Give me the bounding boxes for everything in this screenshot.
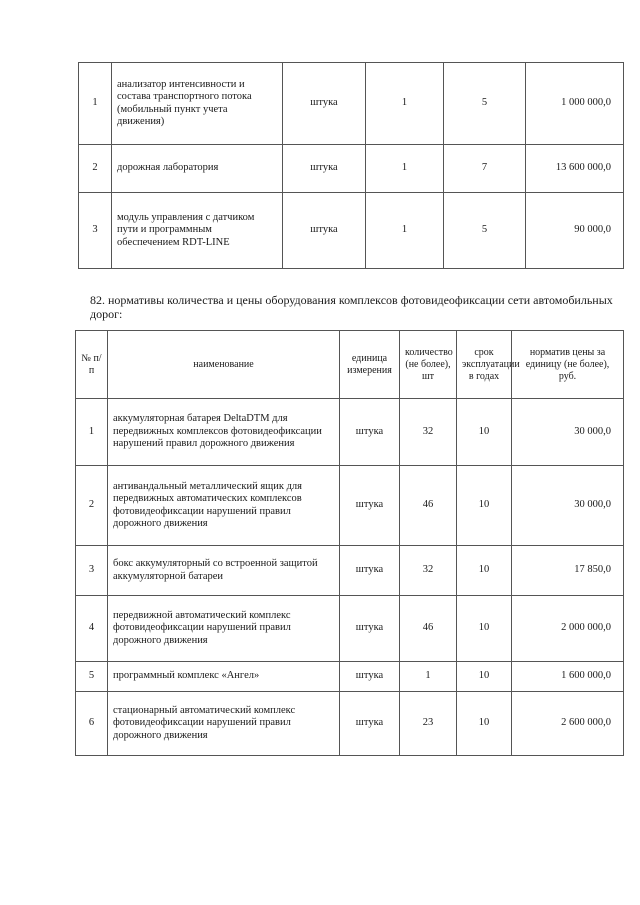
- term-cell: 7: [444, 145, 526, 193]
- equipment-table-continued: [78, 62, 624, 269]
- quantity-cell: 1: [366, 193, 444, 269]
- price-cell: 1 600 000,0: [512, 662, 624, 692]
- term-cell: 10: [457, 692, 512, 756]
- unit-cell: штука: [340, 466, 400, 546]
- row-number: 3: [79, 193, 112, 269]
- table-row: [76, 546, 624, 596]
- price-cell: 13 600 000,0: [526, 145, 624, 193]
- header-unit: единица измерения: [340, 331, 400, 399]
- quantity-cell: 23: [400, 692, 457, 756]
- item-name: передвижной автоматический комплекс фотовидеофиксации нарушений правил дорожного движения: [108, 596, 340, 662]
- item-name: аккумуляторная батарея DeltaDTM для передвижных комплексов фотовидеофиксации нарушений правил дорожного движения: [108, 399, 340, 466]
- quantity-cell: 32: [400, 399, 457, 466]
- row-number: 1: [76, 399, 108, 466]
- term-cell: 5: [444, 63, 526, 145]
- row-number: 5: [76, 662, 108, 692]
- header-num: № п/п: [76, 331, 108, 399]
- table-row: [76, 596, 624, 662]
- item-name: модуль управления с датчиком пути и программным обеспечением RDT-LINE: [112, 193, 283, 269]
- quantity-cell: 1: [366, 145, 444, 193]
- quantity-cell: 46: [400, 596, 457, 662]
- table-row: [79, 63, 624, 145]
- row-number: 3: [76, 546, 108, 596]
- unit-cell: штука: [283, 193, 366, 269]
- header-name: наименование: [108, 331, 340, 399]
- quantity-cell: 46: [400, 466, 457, 546]
- table-row: [79, 193, 624, 269]
- row-number: 1: [79, 63, 112, 145]
- term-cell: 5: [444, 193, 526, 269]
- term-cell: 10: [457, 466, 512, 546]
- quantity-cell: 1: [366, 63, 444, 145]
- row-number: 2: [76, 466, 108, 546]
- row-number: 2: [79, 145, 112, 193]
- row-number: 6: [76, 692, 108, 756]
- header-price: норматив цены за единицу (не более), руб.: [512, 331, 624, 399]
- item-name: антивандальный металлический ящик для передвижных автоматических комплексов фотовидеофиксации нарушений правил дорожного движения: [108, 466, 340, 546]
- term-cell: 10: [457, 596, 512, 662]
- term-cell: 10: [457, 546, 512, 596]
- table-row: [76, 662, 624, 692]
- price-cell: 30 000,0: [512, 466, 624, 546]
- header-quantity: количество (не более), шт: [400, 331, 457, 399]
- price-cell: 90 000,0: [526, 193, 624, 269]
- photo-video-equipment-table: [75, 330, 624, 756]
- table-row: [76, 399, 624, 466]
- table-row: [76, 466, 624, 546]
- unit-cell: штука: [340, 596, 400, 662]
- row-number: 4: [76, 596, 108, 662]
- term-cell: 10: [457, 399, 512, 466]
- header-term: срок эксплуатации в годах: [457, 331, 512, 399]
- term-cell: 10: [457, 662, 512, 692]
- item-name: стационарный автоматический комплекс фотовидеофиксации нарушений правил дорожного движения: [108, 692, 340, 756]
- item-name: анализатор интенсивности и состава транспортного потока (мобильный пункт учета движения): [112, 63, 283, 145]
- price-cell: 2 600 000,0: [512, 692, 624, 756]
- item-name: бокс аккумуляторный со встроенной защитой аккумуляторной батареи: [108, 546, 340, 596]
- table-header-row: [76, 331, 624, 399]
- unit-cell: штука: [340, 662, 400, 692]
- price-cell: 1 000 000,0: [526, 63, 624, 145]
- price-cell: 17 850,0: [512, 546, 624, 596]
- table-row: [79, 145, 624, 193]
- table-row: [76, 692, 624, 756]
- item-name: дорожная лаборатория: [112, 145, 283, 193]
- unit-cell: штука: [340, 399, 400, 466]
- unit-cell: штука: [283, 145, 366, 193]
- item-name: программный комплекс «Ангел»: [108, 662, 340, 692]
- unit-cell: штука: [340, 692, 400, 756]
- price-cell: 30 000,0: [512, 399, 624, 466]
- unit-cell: штука: [340, 546, 400, 596]
- section-82-heading: 82. нормативы количества и цены оборудования комплексов фотовидеофиксации сети автомобильных дорог:: [90, 293, 613, 321]
- quantity-cell: 32: [400, 546, 457, 596]
- price-cell: 2 000 000,0: [512, 596, 624, 662]
- quantity-cell: 1: [400, 662, 457, 692]
- unit-cell: штука: [283, 63, 366, 145]
